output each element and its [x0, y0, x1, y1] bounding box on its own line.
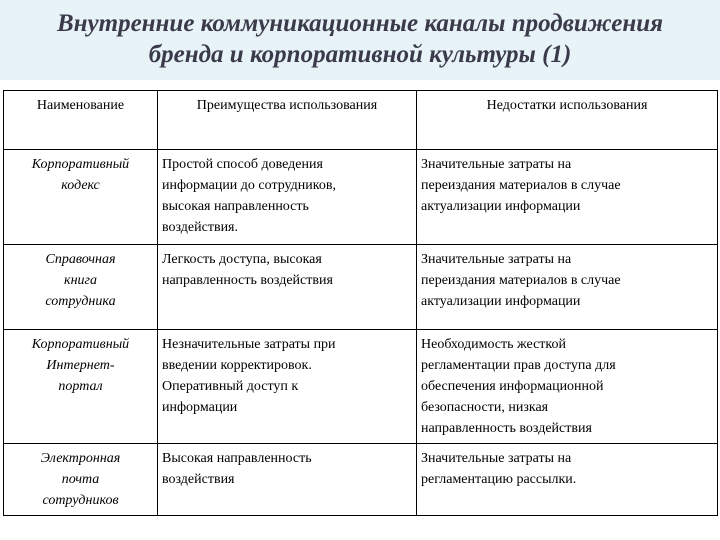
row-disadvantages-cell: Значительные затраты на переиздания материалов в случае актуализации информации — [417, 150, 718, 245]
header-name: Наименование — [4, 91, 158, 150]
table-row — [4, 150, 718, 245]
slide-title-line-1: Внутренние коммуникационные каналы продвижения — [56, 10, 664, 37]
row-disadvantages-cell: Значительные затраты на переиздания материалов в случае актуализации информации — [417, 245, 718, 330]
header-disadvantages: Недостатки использования — [417, 91, 718, 150]
table-header-row — [4, 91, 718, 150]
row-disadvantages-cell: Значительные затраты на регламентацию рассылки. — [417, 444, 718, 516]
slide-title-line-2: бренда и корпоративной культуры (1) — [148, 41, 572, 68]
row-name-cell: Корпоративный кодекс — [4, 150, 158, 245]
channels-table — [3, 90, 718, 516]
table-row — [4, 330, 718, 444]
row-advantages-cell: Высокая направленность воздействия — [158, 444, 417, 516]
row-advantages-cell: Простой способ доведения информации до сотрудников, высокая направленность воздействия. — [158, 150, 417, 245]
row-name-cell: Электронная почта сотрудников — [4, 444, 158, 516]
header-advantages: Преимущества использования — [158, 91, 417, 150]
row-name-cell: Корпоративный Интернет- портал — [4, 330, 158, 444]
slide-title — [0, 8, 720, 70]
table-row — [4, 444, 718, 516]
row-disadvantages-cell: Необходимость жесткой регламентации прав доступа для обеспечения информационной безопасности, низкая направленность воздействия — [417, 330, 718, 444]
row-advantages-cell: Незначительные затраты при введении корректировок. Оперативный доступ к информации — [158, 330, 417, 444]
table-row — [4, 245, 718, 330]
row-name-cell: Справочная книга сотрудника — [4, 245, 158, 330]
row-advantages-cell: Легкость доступа, высокая направленность воздействия — [158, 245, 417, 330]
